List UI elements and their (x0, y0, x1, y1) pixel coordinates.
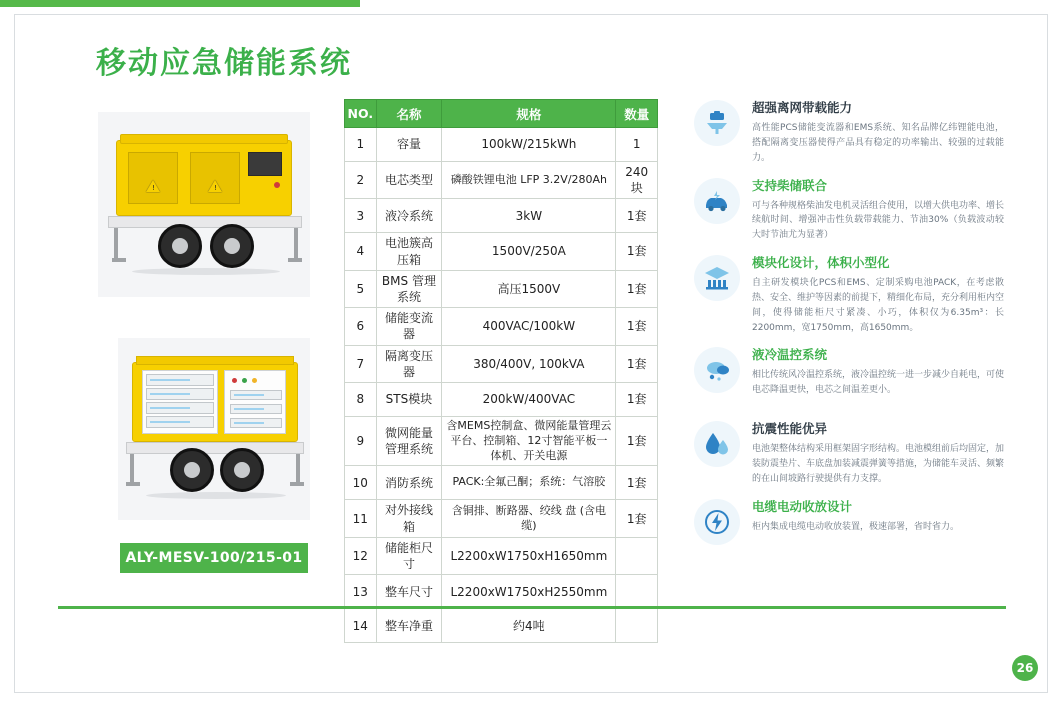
feature-title: 超强离网带载能力 (752, 100, 853, 115)
cell-qty (616, 575, 658, 609)
table-row (345, 537, 658, 574)
feature-item-cable-reel (694, 497, 1004, 561)
cell-qty (616, 609, 658, 643)
cell-spec: 高压1500V (442, 270, 616, 307)
cell-no: 1 (345, 128, 377, 162)
table-row (345, 199, 658, 233)
table-row (345, 382, 658, 416)
table-header-qty: 数量 (616, 100, 658, 128)
table-header-no: NO. (345, 100, 377, 128)
cell-name: 消防系统 (376, 466, 442, 500)
page-number-badge: 26 (1012, 655, 1038, 681)
feature-body: 可与各种规格柴油发电机灵活组合使用，以增大供电功率、增长续航时间、增强冲击性负载带载能力、节油30%（负载波动较大时节油尤为显著） (752, 200, 1005, 241)
cell-no: 3 (345, 199, 377, 233)
cell-name: 液冷系统 (376, 199, 442, 233)
control-panel (248, 152, 282, 176)
cell-qty: 1套 (616, 500, 658, 537)
cell-name: 电池簇高压箱 (376, 233, 442, 270)
cell-no: 13 (345, 575, 377, 609)
liquid-cooling-icon (694, 347, 740, 393)
trailer-wheel (220, 448, 264, 492)
battery-module (146, 402, 214, 414)
support-foot (288, 258, 302, 262)
feature-body: 自主研发模块化PCS和EMS、定制采购电池PACK，在考虑散热、安全、维护等因素的前提下，精细化布局，充分利用柜内空间，使得储能柜尺寸紧凑、小巧，体积仅为6.35m³：长2200mm，宽1750mm，高1650mm。 (752, 278, 1005, 333)
support-leg (296, 454, 300, 484)
cell-no: 14 (345, 609, 377, 643)
cell-name: STS模块 (376, 382, 442, 416)
page-title: 移动应急储能系统 (96, 46, 352, 81)
battery-module (146, 416, 214, 428)
cell-spec: 200kW/400VAC (442, 382, 616, 416)
cell-qty: 1套 (616, 416, 658, 466)
specification-table (344, 99, 658, 643)
table-row (345, 575, 658, 609)
trailer-illustration-closed (98, 112, 310, 297)
cell-spec: 380/400V, 100kVA (442, 345, 616, 382)
cell-name: 储能变流器 (376, 308, 442, 345)
trailer-chassis (108, 216, 302, 228)
warning-triangle-icon: ! (208, 180, 222, 192)
shock-absorb-icon (694, 421, 740, 467)
cell-qty: 240块 (616, 162, 658, 199)
cell-qty: 1套 (616, 233, 658, 270)
table-row (345, 345, 658, 382)
support-leg (114, 228, 118, 260)
trailer-wheel (170, 448, 214, 492)
indicator-light (242, 378, 247, 383)
support-leg (130, 454, 134, 484)
cell-qty: 1套 (616, 345, 658, 382)
table-header-row (345, 100, 658, 128)
feature-title: 电缆电动收放设计 (752, 498, 853, 514)
cell-qty: 1套 (616, 308, 658, 345)
modular-stack-icon (694, 255, 740, 301)
cell-no: 4 (345, 233, 377, 270)
cell-qty: 1套 (616, 199, 658, 233)
cell-spec: 100kW/215kWh (442, 128, 616, 162)
cell-no: 10 (345, 466, 377, 500)
cell-no: 5 (345, 270, 377, 307)
cell-no: 9 (345, 416, 377, 466)
cell-name: 对外接线箱 (376, 500, 442, 537)
car-charging-icon (694, 178, 740, 224)
warning-triangle-icon: ! (146, 180, 160, 192)
table-row (345, 466, 658, 500)
table-header-name: 名称 (376, 100, 442, 128)
cell-no: 8 (345, 382, 377, 416)
breaker-row (230, 418, 282, 428)
cell-spec: 3kW (442, 199, 616, 233)
cabinet-door-left (128, 152, 178, 204)
cell-spec: 含铜排、断路器、绞线 盘 (含电缆) (442, 500, 616, 537)
cell-spec: 约4吨 (442, 609, 616, 643)
support-foot (112, 258, 126, 262)
support-leg (294, 228, 298, 260)
cell-name: BMS 管理系统 (376, 270, 442, 307)
cabinet-door-right (190, 152, 240, 204)
feature-body: 柜内集成电缆电动收放装置，极速部署，省时省力。 (752, 521, 960, 532)
cable-reel-icon (694, 499, 740, 545)
table-row (345, 308, 658, 345)
feature-item-shock-resistance (694, 419, 1004, 487)
feature-title: 液冷温控系统 (752, 347, 828, 363)
cell-spec: 含MEMS控制盒、微网能量管理云平台、控制箱、12寸智能平板一体机、开关电源 (442, 416, 616, 466)
cell-name: 整车尺寸 (376, 575, 442, 609)
cell-qty: 1套 (616, 270, 658, 307)
bottom-divider (58, 606, 1006, 609)
cell-qty: 1 (616, 128, 658, 162)
indicator-light (274, 182, 280, 188)
cell-no: 2 (345, 162, 377, 199)
indicator-light (232, 378, 237, 383)
breaker-row (230, 404, 282, 414)
cell-name: 电芯类型 (376, 162, 442, 199)
cell-qty: 1套 (616, 466, 658, 500)
cell-name: 微网能量管理系统 (376, 416, 442, 466)
table-row (345, 416, 658, 466)
cell-name: 储能柜尺寸 (376, 537, 442, 574)
cell-name: 隔离变压器 (376, 345, 442, 382)
indicator-light (252, 378, 257, 383)
support-foot (126, 482, 140, 486)
breaker-row (230, 390, 282, 400)
cell-spec: 400VAC/100kW (442, 308, 616, 345)
battery-grid-icon (694, 100, 740, 146)
feature-title: 支持柴储联合 (752, 177, 828, 193)
cell-no: 12 (345, 537, 377, 574)
cell-name: 整车净重 (376, 609, 442, 643)
product-photo-open-trailer (118, 338, 310, 520)
product-photo-closed-trailer (98, 112, 310, 297)
trailer-chassis (126, 442, 304, 454)
feature-title: 模块化设计，体积小型化 (752, 255, 890, 271)
cell-qty: 1套 (616, 382, 658, 416)
cell-no: 11 (345, 500, 377, 537)
feature-list (694, 96, 1004, 571)
ground-shadow (132, 268, 280, 275)
trailer-illustration-open (118, 338, 310, 520)
cell-spec: 磷酸铁锂电池 LFP 3.2V/280Ah (442, 162, 616, 199)
table-header-spec: 规格 (442, 100, 616, 128)
support-foot (290, 482, 304, 486)
ground-shadow (146, 492, 286, 499)
cell-spec: PACK:全氟己酮；系统：气溶胶 (442, 466, 616, 500)
feature-item-diesel-hybrid (694, 176, 1004, 244)
trailer-wheel (158, 224, 202, 268)
trailer-wheel (210, 224, 254, 268)
cabinet-roof (120, 134, 288, 144)
feature-body: 相比传统风冷温控系统，液冷温控统一进一步减少自耗电，可使电芯降温更快，电芯之间温差更小。 (752, 370, 1005, 396)
feature-body: 高性能PCS储能变流器和EMS系统、知名品牌亿纬锂能电池，搭配隔离变压器使得产品具有稳定的功率输出、较强的过载能力。 (752, 123, 1004, 163)
feature-title: 抗震性能优异 (752, 421, 828, 437)
table-row (345, 233, 658, 270)
feature-item-liquid-cooling (694, 345, 1004, 409)
cell-qty (616, 537, 658, 574)
feature-item-offgrid (694, 98, 1004, 166)
table-row (345, 270, 658, 307)
cell-no: 6 (345, 308, 377, 345)
feature-item-modular (694, 253, 1004, 335)
table-row (345, 162, 658, 199)
cell-no: 7 (345, 345, 377, 382)
cell-spec: L2200xW1750xH1650mm (442, 537, 616, 574)
battery-module (146, 374, 214, 386)
top-accent-bar (0, 0, 360, 7)
cabinet-roof (136, 356, 294, 365)
table-row (345, 609, 658, 643)
table-row (345, 128, 658, 162)
cell-spec: L2200xW1750xH2550mm (442, 575, 616, 609)
cell-name: 容量 (376, 128, 442, 162)
feature-body: 电池架整体结构采用框架固字形结构。电池模组前后均固定，加装防震垫片、车底盘加装减震弹簧等措施，为储能车灵活、频繁的在山间坡路行驶提供有力支撑。 (752, 444, 1005, 485)
model-number-badge: ALY-MESV-100/215-01 (120, 543, 308, 573)
table-row (345, 500, 658, 537)
battery-module (146, 388, 214, 400)
cell-spec: 1500V/250A (442, 233, 616, 270)
